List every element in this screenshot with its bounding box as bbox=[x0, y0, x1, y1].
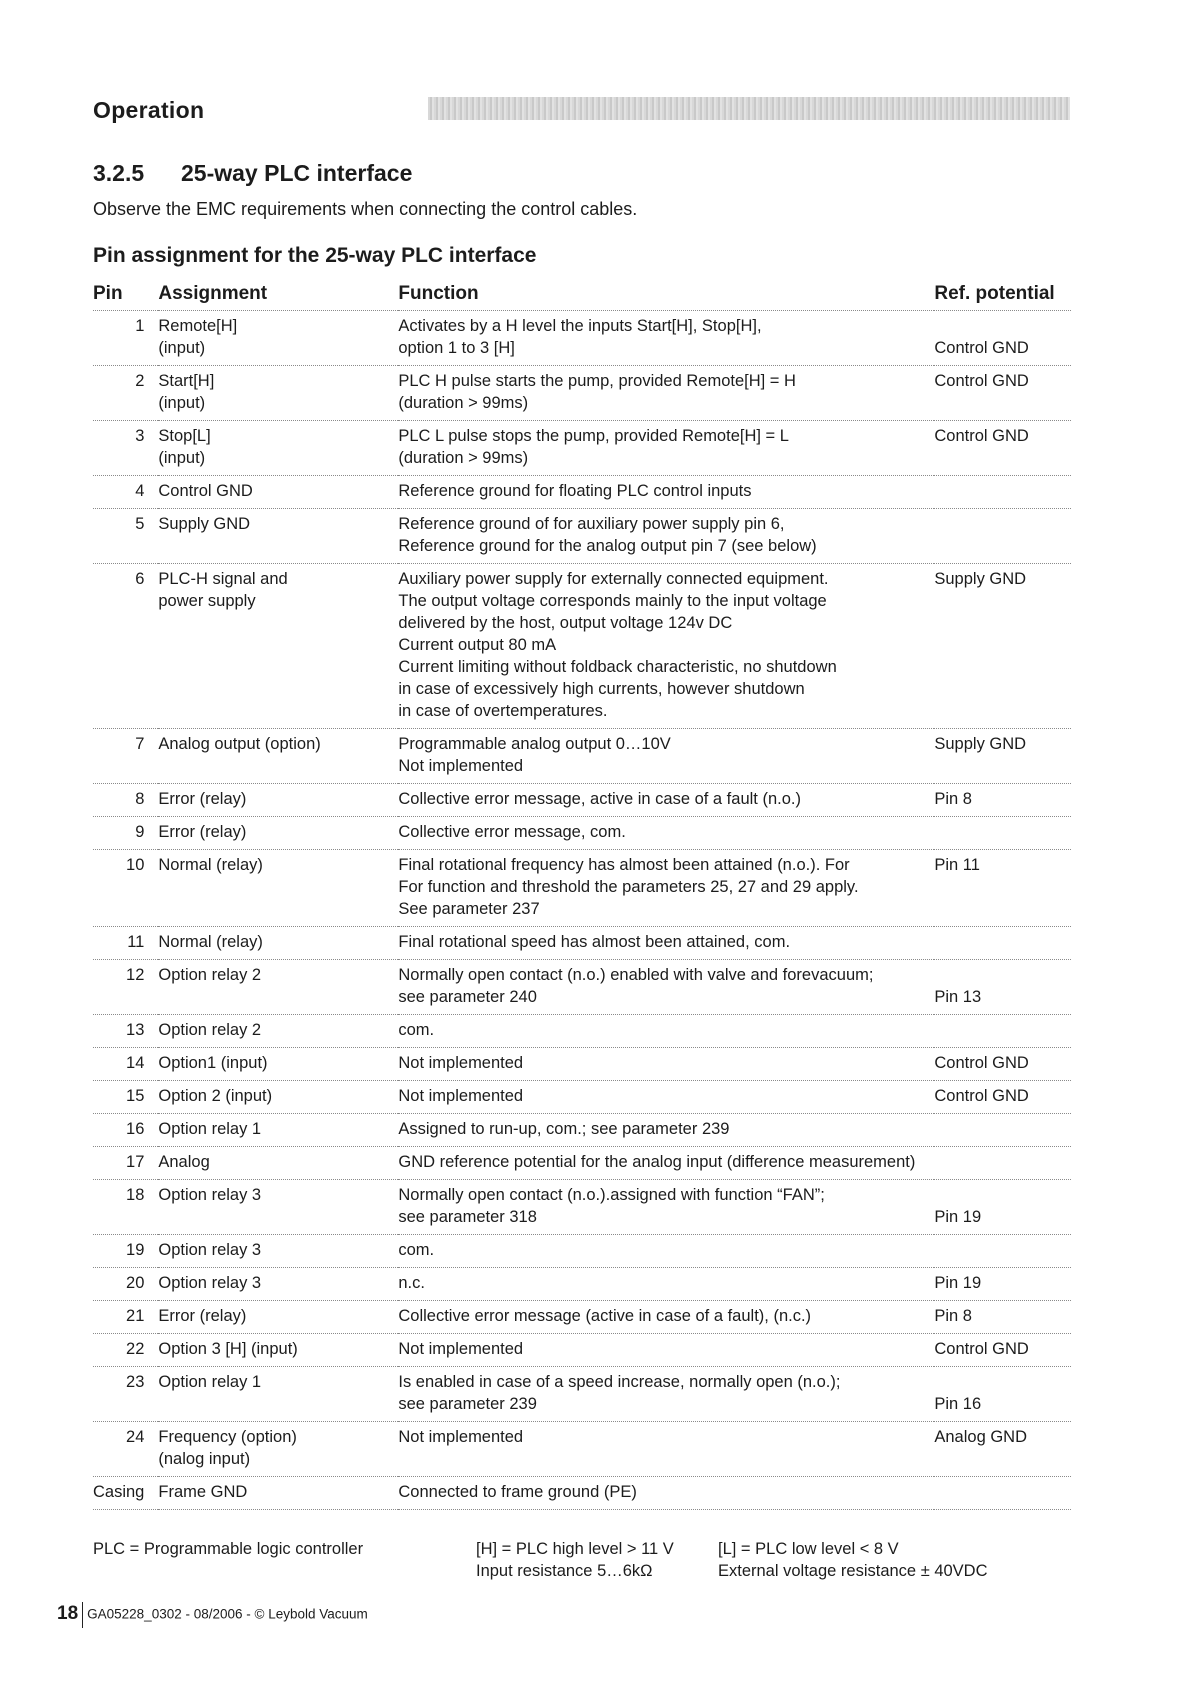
function-line: GND reference potential for the analog input (difference measurement) bbox=[398, 1153, 916, 1171]
ref-potential-cell: Supply GND bbox=[934, 564, 1071, 729]
pin-number-cell: 11 bbox=[93, 927, 158, 960]
function-line: (duration > 99ms) bbox=[398, 449, 529, 467]
pin-number-cell: 15 bbox=[93, 1081, 158, 1114]
ref-potential-cell: Pin 13 bbox=[934, 960, 1071, 1015]
function-line: in case of excessively high currents, however shutdown bbox=[398, 680, 805, 698]
pin-number-cell: 19 bbox=[93, 1235, 158, 1268]
ref-potential-cell: Analog GND bbox=[934, 1422, 1071, 1477]
ref-potential-cell: Pin 8 bbox=[934, 1301, 1071, 1334]
table-row bbox=[93, 960, 1071, 1015]
function-cell bbox=[398, 366, 934, 421]
function-line: PLC L pulse stops the pump, provided Remote[H] = L bbox=[398, 427, 789, 445]
pin-number-cell: 18 bbox=[93, 1180, 158, 1235]
pin-number-cell: 17 bbox=[93, 1147, 158, 1180]
function-cell bbox=[398, 1015, 934, 1048]
assignment-cell bbox=[158, 509, 398, 564]
section-number: 3.2.5 bbox=[93, 160, 145, 186]
assignment-cell bbox=[158, 729, 398, 784]
function-line: Not implemented bbox=[398, 1340, 524, 1358]
assignment-line: PLC-H signal and bbox=[158, 570, 288, 588]
function-line: Reference ground for the analog output pin 7 (see below) bbox=[398, 537, 817, 555]
table-header-row bbox=[93, 283, 1071, 311]
pin-number-cell: 20 bbox=[93, 1268, 158, 1301]
assignment-cell bbox=[158, 784, 398, 817]
assignment-cell bbox=[158, 850, 398, 927]
footnote-ext-voltage-text: External voltage resistance ± 40VDC bbox=[718, 1562, 988, 1580]
table-row bbox=[93, 1268, 1071, 1301]
footnote-high-level bbox=[476, 1538, 674, 1582]
header-decorative-bar bbox=[428, 97, 1070, 120]
function-cell bbox=[398, 509, 934, 564]
function-line: Final rotational frequency has almost been attained (n.o.). For bbox=[398, 856, 850, 874]
assignment-cell bbox=[158, 311, 398, 366]
function-cell bbox=[398, 729, 934, 784]
ref-potential-cell bbox=[934, 817, 1071, 850]
footnote-plc bbox=[93, 1538, 363, 1560]
assignment-line: Analog output (option) bbox=[158, 735, 321, 753]
function-line: com. bbox=[398, 1021, 435, 1039]
assignment-line: (input) bbox=[158, 449, 206, 467]
ref-potential-cell: Control GND bbox=[934, 1334, 1071, 1367]
assignment-line: Start[H] bbox=[158, 372, 215, 390]
assignment-line: Analog bbox=[158, 1153, 210, 1171]
ref-potential-cell: Supply GND bbox=[934, 729, 1071, 784]
assignment-cell bbox=[158, 1015, 398, 1048]
function-cell bbox=[398, 817, 934, 850]
table-body bbox=[93, 311, 1071, 1477]
ref-potential-cell: Control GND bbox=[934, 1048, 1071, 1081]
function-cell bbox=[398, 1048, 934, 1081]
function-line: Not implemented bbox=[398, 757, 524, 775]
table-row bbox=[93, 1081, 1071, 1114]
table-row bbox=[93, 1015, 1071, 1048]
function-line: com. bbox=[398, 1241, 435, 1259]
column-header-pin: Pin bbox=[93, 283, 158, 311]
column-header-ref-potential: Ref. potential bbox=[934, 283, 1071, 311]
assignment-cell bbox=[158, 366, 398, 421]
page-footer bbox=[57, 1602, 368, 1628]
ref-potential-cell: Pin 8 bbox=[934, 784, 1071, 817]
pin-number-cell: 8 bbox=[93, 784, 158, 817]
assignment-cell bbox=[158, 817, 398, 850]
ref-potential-cell bbox=[934, 509, 1071, 564]
footer-divider bbox=[82, 1602, 83, 1628]
assignment-line: Option 3 [H] (input) bbox=[158, 1340, 298, 1358]
intro-text: Observe the EMC requirements when connecting the control cables. bbox=[93, 199, 638, 219]
function-cell bbox=[398, 850, 934, 927]
function-line: PLC H pulse starts the pump, provided Remote[H] = H bbox=[398, 372, 796, 390]
ref-potential-cell bbox=[934, 476, 1071, 509]
table-row bbox=[93, 1114, 1071, 1147]
section-heading bbox=[93, 160, 412, 187]
function-line: Not implemented bbox=[398, 1054, 524, 1072]
function-cell bbox=[398, 1235, 934, 1268]
pin-number-cell: 4 bbox=[93, 476, 158, 509]
column-header-assignment: Assignment bbox=[158, 283, 398, 311]
column-header-function: Function bbox=[398, 283, 934, 311]
table-row bbox=[93, 564, 1071, 729]
assignment-line: (input) bbox=[158, 339, 206, 357]
assignment-cell bbox=[158, 1334, 398, 1367]
ref-potential-cell bbox=[934, 1114, 1071, 1147]
table-row bbox=[93, 1334, 1071, 1367]
table-heading: Pin assignment for the 25-way PLC interface bbox=[93, 244, 537, 267]
function-line: Reference ground for floating PLC control inputs bbox=[398, 482, 752, 500]
ref-potential-cell bbox=[934, 927, 1071, 960]
casing-function-cell: Connected to frame ground (PE) bbox=[398, 1477, 934, 1510]
pin-number-cell: 24 bbox=[93, 1422, 158, 1477]
footnote-low-level-text: [L] = PLC low level < 8 V bbox=[718, 1540, 899, 1558]
function-line: option 1 to 3 [H] bbox=[398, 339, 515, 357]
table-row bbox=[93, 1180, 1071, 1235]
function-line: in case of overtemperatures. bbox=[398, 702, 608, 720]
ref-potential-cell bbox=[934, 1235, 1071, 1268]
function-line: See parameter 237 bbox=[398, 900, 540, 918]
assignment-cell bbox=[158, 1367, 398, 1422]
table-row bbox=[93, 729, 1071, 784]
table-row bbox=[93, 1048, 1071, 1081]
assignment-line: Option relay 1 bbox=[158, 1373, 262, 1391]
assignment-cell bbox=[158, 476, 398, 509]
assignment-line: Control GND bbox=[158, 482, 253, 500]
function-cell bbox=[398, 1180, 934, 1235]
pin-number-cell: 7 bbox=[93, 729, 158, 784]
pin-number-cell: 13 bbox=[93, 1015, 158, 1048]
pin-number-cell: 6 bbox=[93, 564, 158, 729]
function-line: Programmable analog output 0…10V bbox=[398, 735, 671, 753]
section-title: 25-way PLC interface bbox=[181, 160, 413, 186]
table-row bbox=[93, 817, 1071, 850]
ref-potential-cell: Control GND bbox=[934, 1081, 1071, 1114]
function-line: Not implemented bbox=[398, 1428, 524, 1446]
assignment-cell bbox=[158, 927, 398, 960]
pin-number-cell: 2 bbox=[93, 366, 158, 421]
assignment-line: Supply GND bbox=[158, 515, 251, 533]
assignment-line: Option 2 (input) bbox=[158, 1087, 273, 1105]
ref-potential-cell: Pin 11 bbox=[934, 850, 1071, 927]
function-line: Current output 80 mA bbox=[398, 636, 557, 654]
table-row bbox=[93, 1147, 1071, 1180]
page-header-title: Operation bbox=[93, 97, 205, 123]
function-line: (duration > 99ms) bbox=[398, 394, 529, 412]
function-line: Is enabled in case of a speed increase, normally open (n.o.); bbox=[398, 1373, 841, 1391]
pin-number-cell: 16 bbox=[93, 1114, 158, 1147]
assignment-cell bbox=[158, 1081, 398, 1114]
table-row bbox=[93, 476, 1071, 509]
function-line: n.c. bbox=[398, 1274, 425, 1292]
ref-potential-cell: Pin 16 bbox=[934, 1367, 1071, 1422]
pin-number-cell: 12 bbox=[93, 960, 158, 1015]
assignment-cell bbox=[158, 1301, 398, 1334]
ref-potential-cell bbox=[934, 1015, 1071, 1048]
function-cell bbox=[398, 1081, 934, 1114]
function-line: Assigned to run-up, com.; see parameter 239 bbox=[398, 1120, 730, 1138]
pin-assignment-table bbox=[93, 283, 1071, 1510]
casing-ref-cell bbox=[934, 1477, 1071, 1510]
function-line: Reference ground of for auxiliary power supply pin 6, bbox=[398, 515, 785, 533]
function-cell bbox=[398, 784, 934, 817]
function-line: see parameter 318 bbox=[398, 1208, 537, 1226]
footnote-input-resistance-text: Input resistance 5…6kΩ bbox=[476, 1562, 653, 1580]
function-line: see parameter 239 bbox=[398, 1395, 537, 1413]
table-row bbox=[93, 1235, 1071, 1268]
pin-number-cell: 14 bbox=[93, 1048, 158, 1081]
function-cell bbox=[398, 1422, 934, 1477]
assignment-line: Normal (relay) bbox=[158, 856, 263, 874]
function-cell bbox=[398, 927, 934, 960]
footer-doc-info: GA05228_0302 - 08/2006 - © Leybold Vacuum bbox=[87, 1606, 368, 1622]
assignment-line: Option relay 2 bbox=[158, 966, 262, 984]
casing-assignment-cell: Frame GND bbox=[158, 1477, 398, 1510]
assignment-line: power supply bbox=[158, 592, 256, 610]
pin-number-cell: 3 bbox=[93, 421, 158, 476]
table-row bbox=[93, 1367, 1071, 1422]
assignment-cell bbox=[158, 1180, 398, 1235]
function-cell bbox=[398, 311, 934, 366]
function-line: Current limiting without foldback characteristic, no shutdown bbox=[398, 658, 837, 676]
assignment-cell bbox=[158, 960, 398, 1015]
assignment-cell bbox=[158, 1268, 398, 1301]
assignment-line: Option relay 1 bbox=[158, 1120, 262, 1138]
assignment-line: Error (relay) bbox=[158, 823, 247, 841]
assignment-line: Option relay 3 bbox=[158, 1186, 262, 1204]
assignment-line: Option relay 3 bbox=[158, 1274, 262, 1292]
ref-potential-cell: Pin 19 bbox=[934, 1180, 1071, 1235]
function-line: delivered by the host, output voltage 124v DC bbox=[398, 614, 733, 632]
pin-number-cell: 21 bbox=[93, 1301, 158, 1334]
table-row bbox=[93, 1301, 1071, 1334]
pin-number-cell: 1 bbox=[93, 311, 158, 366]
assignment-line: (input) bbox=[158, 394, 206, 412]
function-cell bbox=[398, 1367, 934, 1422]
function-line: Collective error message, com. bbox=[398, 823, 626, 841]
assignment-line: Error (relay) bbox=[158, 790, 247, 808]
table-row bbox=[93, 784, 1071, 817]
assignment-cell bbox=[158, 1114, 398, 1147]
table-row bbox=[93, 421, 1071, 476]
pin-number-cell: 10 bbox=[93, 850, 158, 927]
table-row bbox=[93, 509, 1071, 564]
ref-potential-cell: Control GND bbox=[934, 366, 1071, 421]
pin-number-cell: 9 bbox=[93, 817, 158, 850]
assignment-line: Normal (relay) bbox=[158, 933, 263, 951]
assignment-cell bbox=[158, 1235, 398, 1268]
function-cell bbox=[398, 421, 934, 476]
pin-number-cell: 22 bbox=[93, 1334, 158, 1367]
page-number: 18 bbox=[57, 1602, 79, 1624]
ref-potential-cell: Control GND bbox=[934, 421, 1071, 476]
function-cell bbox=[398, 1301, 934, 1334]
assignment-cell bbox=[158, 564, 398, 729]
function-line: Collective error message (active in case of a fault), (n.c.) bbox=[398, 1307, 812, 1325]
function-cell bbox=[398, 1114, 934, 1147]
pin-number-cell: 5 bbox=[93, 509, 158, 564]
function-cell bbox=[398, 1147, 1071, 1180]
table-row bbox=[93, 1422, 1071, 1477]
function-cell bbox=[398, 1334, 934, 1367]
function-line: Activates by a H level the inputs Start[H], Stop[H], bbox=[398, 317, 762, 335]
footnote-plc-text: PLC = Programmable logic controller bbox=[93, 1540, 364, 1558]
function-cell bbox=[398, 476, 934, 509]
table-row bbox=[93, 366, 1071, 421]
ref-potential-cell: Pin 19 bbox=[934, 1268, 1071, 1301]
function-line: see parameter 240 bbox=[398, 988, 537, 1006]
assignment-line: Stop[L] bbox=[158, 427, 211, 445]
function-line: Normally open contact (n.o.) enabled with valve and forevacuum; bbox=[398, 966, 874, 984]
footnote-high-level-text: [H] = PLC high level > 11 V bbox=[476, 1540, 674, 1558]
function-cell bbox=[398, 564, 934, 729]
assignment-line: Option1 (input) bbox=[158, 1054, 268, 1072]
function-line: For function and threshold the parameters 25, 27 and 29 apply. bbox=[398, 878, 859, 896]
assignment-line: Error (relay) bbox=[158, 1307, 247, 1325]
function-line: Not implemented bbox=[398, 1087, 524, 1105]
function-cell bbox=[398, 960, 934, 1015]
assignment-cell bbox=[158, 1422, 398, 1477]
assignment-line: Option relay 3 bbox=[158, 1241, 262, 1259]
function-cell bbox=[398, 1268, 934, 1301]
assignment-cell bbox=[158, 1147, 398, 1180]
assignment-line: (nalog input) bbox=[158, 1450, 251, 1468]
pin-number-cell: 23 bbox=[93, 1367, 158, 1422]
assignment-cell bbox=[158, 421, 398, 476]
table-row bbox=[93, 850, 1071, 927]
assignment-line: Option relay 2 bbox=[158, 1021, 262, 1039]
casing-row bbox=[93, 1477, 1071, 1510]
footnote-low-level bbox=[718, 1538, 988, 1582]
assignment-cell bbox=[158, 1048, 398, 1081]
assignment-line: Remote[H] bbox=[158, 317, 238, 335]
function-line: Collective error message, active in case of a fault (n.o.) bbox=[398, 790, 801, 808]
casing-pin-cell: Casing bbox=[93, 1477, 158, 1510]
function-line: Final rotational speed has almost been attained, com. bbox=[398, 933, 791, 951]
function-line: Normally open contact (n.o.).assigned with function “FAN”; bbox=[398, 1186, 825, 1204]
table-row bbox=[93, 311, 1071, 366]
assignment-line: Frequency (option) bbox=[158, 1428, 297, 1446]
function-line: Auxiliary power supply for externally connected equipment. bbox=[398, 570, 829, 588]
function-line: The output voltage corresponds mainly to the input voltage bbox=[398, 592, 827, 610]
ref-potential-cell: Control GND bbox=[934, 311, 1071, 366]
table-row bbox=[93, 927, 1071, 960]
